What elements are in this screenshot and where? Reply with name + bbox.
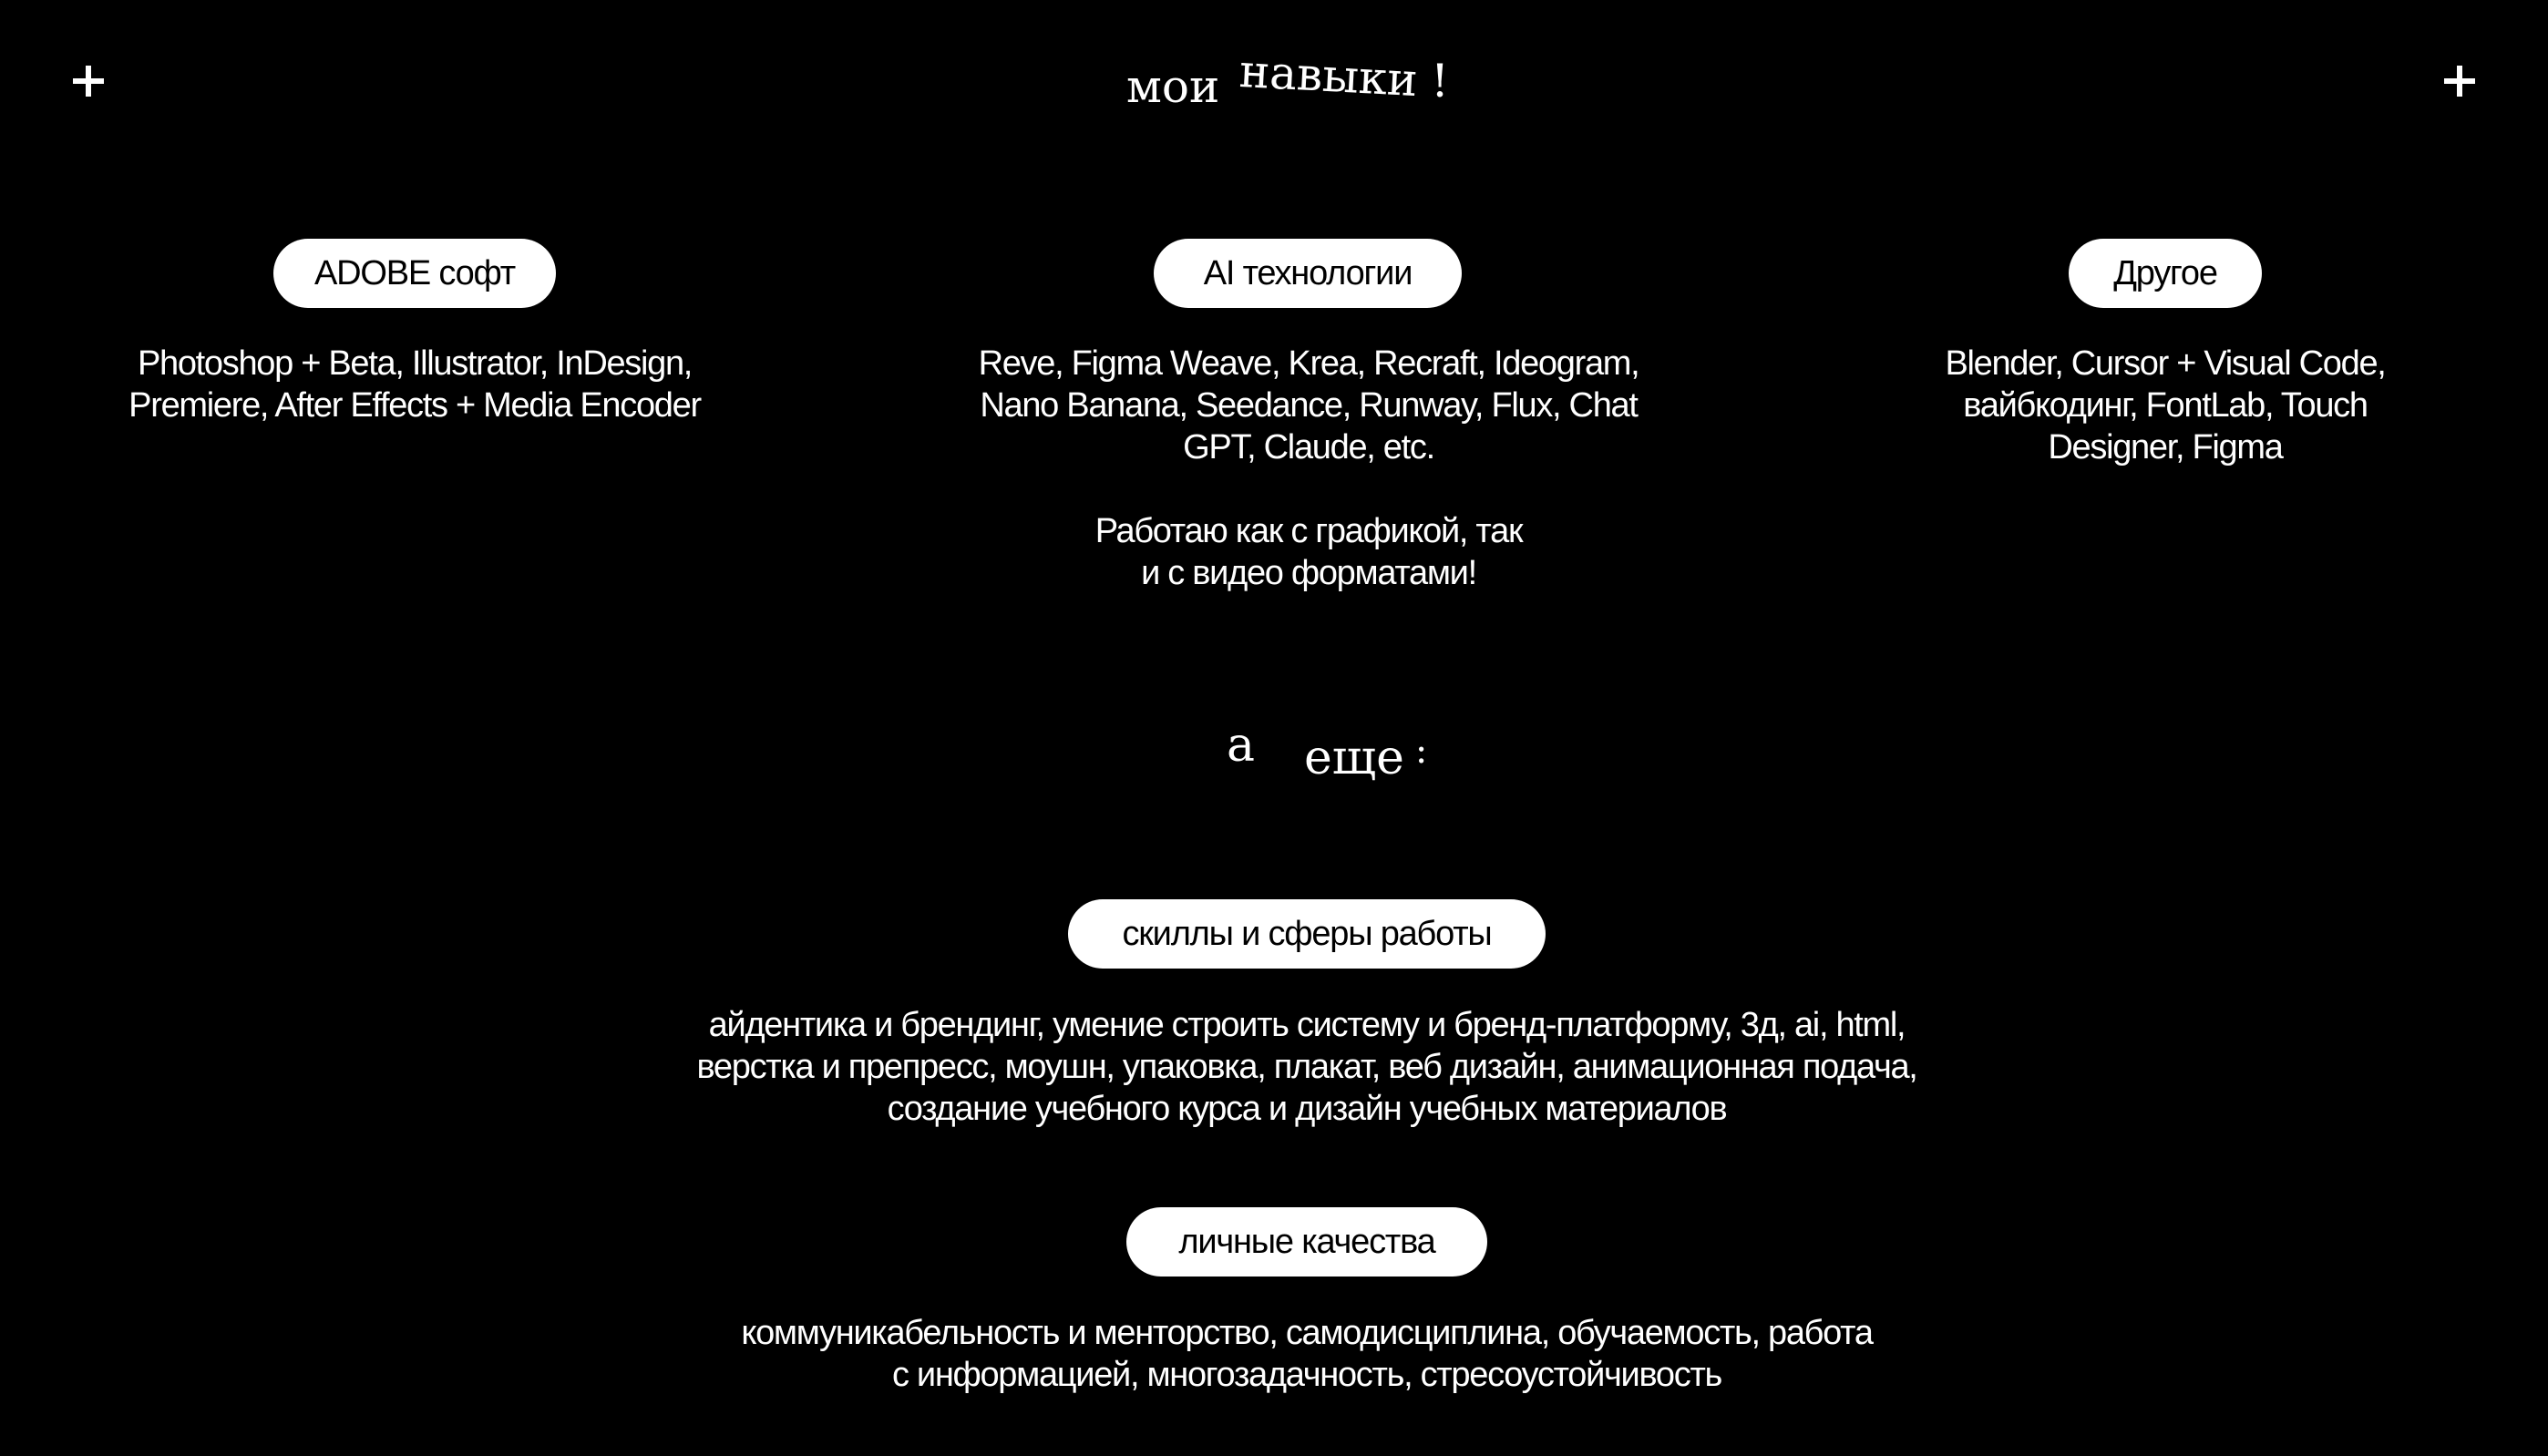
text-line: Designer, Figma [2048,428,2283,467]
skills-text [499,1004,2114,1130]
text-line: Blender, Cursor + Visual Code, [1945,344,2386,383]
text-line: верстка и препресс, моушн, упаковка, плакат, веб дизайн, анимационная подача, [696,1048,1917,1086]
adobe-pill: ADOBE софт [273,239,556,308]
text-line: вайбкодинг, FontLab, Touch [1963,386,2368,425]
text-line: Работаю как с графикой, так [1094,512,1523,550]
subheader-title [1227,718,1428,785]
title-word: мои [1126,60,1220,113]
other-text [1823,343,2508,468]
ai-note [926,510,1691,594]
plus-icon [2444,66,2475,97]
page-title [1126,44,1450,113]
title-word: еще [1304,731,1404,785]
qualities-pill: личные качества [1126,1207,1487,1277]
title-word: а [1227,718,1256,773]
plus-icon [73,66,104,97]
text-line: Photoshop + Beta, Illustrator, InDesign, [137,344,693,383]
text-line: коммуникабельность и менторство, самодисциплина, обучаемость, работа [741,1314,1873,1352]
text-line: Premiere, After Effects + Media Encoder [128,386,701,425]
text-line: создание учебного курса и дизайн учебных материалов [887,1090,1727,1128]
text-line: с информацией, многозадачность, стресоустойчивость [891,1356,1722,1394]
text-line: айдентика и брендинг, умение строить систему и бренд-платформу, 3д, ai, html, [708,1006,1906,1044]
other-pill: Другое [2069,239,2262,308]
adobe-text [73,343,756,426]
qualities-text [499,1312,2114,1396]
text-line: Reve, Figma Weave, Krea, Recraft, Ideogram, [978,344,1639,383]
title-word: : [1414,730,1428,772]
ai-text [926,343,1691,468]
title-word: навыки [1238,44,1420,108]
text-line: и с видео форматами! [1141,554,1476,592]
skills-pill: скиллы и сферы работы [1068,899,1546,969]
title-word: ! [1430,55,1450,108]
text-line: GPT, Claude, etc. [1183,428,1434,467]
ai-pill: AI технологии [1154,239,1462,308]
text-line: Nano Banana, Seedance, Runway, Flux, Chat [980,386,1638,425]
